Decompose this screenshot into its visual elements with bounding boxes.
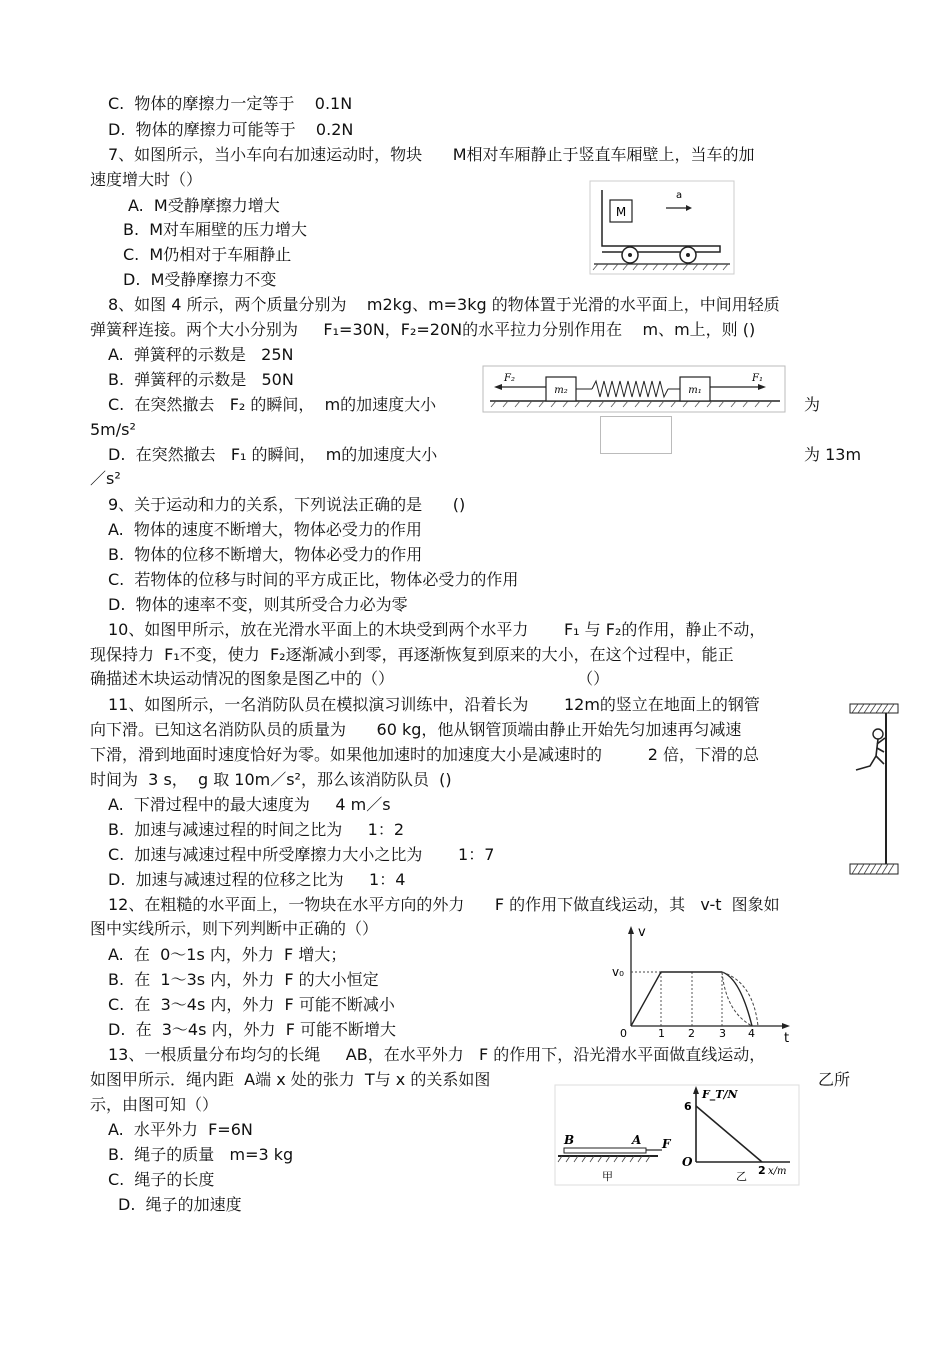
svg-text:1: 1 [658, 1027, 665, 1040]
svg-text:甲: 甲 [602, 1170, 613, 1183]
option-11d: D. 加速与减速过程的位移之比为 1：4 [108, 870, 406, 889]
vt-graph [608, 922, 798, 1044]
question-13-line1: 13、一根质量分布均匀的长绳 AB，在水平外力 F 的作用下，沿光滑水平面做直线运动， [108, 1045, 766, 1064]
svg-text:B: B [564, 1133, 575, 1147]
svg-text:0: 0 [620, 1027, 627, 1040]
question-8-line1: 8、如图 4 所示，两个质量分别为 m2kg、m=3kg 的物体置于光滑的水平面上，中间用轻质 [108, 295, 780, 314]
spring-icon [592, 381, 668, 397]
svg-text:2: 2 [758, 1164, 766, 1177]
option-7a: A. M受静摩擦力增大 [128, 196, 280, 215]
question-11-line4: 时间为 3 s， g 取 10m／s²，那么该消防队员 () [90, 770, 452, 789]
question-7-line2: 速度增大时（） [90, 170, 203, 189]
cart-figure [588, 180, 736, 275]
svg-text:F₁: F₁ [752, 373, 763, 384]
svg-text:a: a [676, 190, 683, 201]
svg-text:6: 6 [684, 1100, 692, 1113]
option-12b: B. 在 1～3s 内，外力 F 的大小恒定 [108, 970, 379, 989]
svg-text:M: M [615, 205, 627, 219]
option-13c: C. 绳子的长度 [108, 1170, 215, 1189]
option-7d: D. 物体的摩擦力可能等于 0.2N [108, 120, 354, 139]
svg-text:v₀: v₀ [612, 965, 624, 979]
question-12-line1: 12、在粗糙的水平面上，一物块在水平方向的外力 F 的作用下做直线运动，其 v-t 图象如 [108, 895, 780, 914]
option-9b: B. 物体的位移不断增大，物体必受力的作用 [108, 545, 423, 564]
option-11a: A. 下滑过程中的最大速度为 4 m／s [108, 795, 391, 814]
svg-text:F_T/N: F_T/N [702, 1088, 738, 1101]
option-7c: C. 物体的摩擦力一定等于 0.1N [108, 94, 353, 113]
pole-figure [848, 700, 900, 878]
question-12-line2: 图中实线所示，则下列判断中正确的（） [90, 919, 379, 938]
question-10-line1: 10、如图甲所示，放在光滑水平面上的木块受到两个水平力 F₁ 与 F₂的作用，静止不动， [108, 620, 766, 639]
vt-solid-line [631, 972, 722, 1026]
option-9d: D. 物体的速率不变，则其所受合力必为零 [108, 595, 408, 614]
question-11-line1: 11、如图所示，一名消防队员在模拟演习训练中，沿着长为 12m的竖立在地面上的钢管 [108, 695, 760, 714]
option-7d2: D. M受静摩擦力不变 [123, 270, 277, 289]
option-9c: C. 若物体的位移与时间的平方成正比，物体必受力的作用 [108, 570, 519, 589]
svg-text:m₂: m₂ [554, 385, 568, 396]
firefighter-icon [873, 729, 883, 739]
option-13b: B. 绳子的质量 m=3 kg [108, 1145, 294, 1164]
question-11-line3: 下滑，滑到地面时速度恰好为零。如果他加速时的加速度大小是减速时的 2 倍，下滑的总 [90, 745, 760, 764]
question-8-line2: 弹簧秤连接。两个大小分别为 F₁=30N，F₂=20N的水平拉力分别作用在 m、m上，则 () [90, 320, 756, 339]
option-13d: D. 绳子的加速度 [118, 1195, 242, 1214]
svg-text:4: 4 [748, 1027, 755, 1040]
spring-figure [482, 365, 786, 415]
option-8c-wei: 为 [804, 395, 821, 414]
svg-text:F₂: F₂ [504, 373, 515, 384]
question-13-line2-end: 乙所 [818, 1070, 851, 1089]
question-7-line1: 7、如图所示，当小车向右加速运动时，物块 M相对车厢静止于竖直车厢壁上，当车的加 [108, 145, 755, 164]
option-8d-unit: ／s² [90, 469, 121, 488]
svg-text:O: O [682, 1155, 693, 1169]
question-9: 9、关于运动和力的关系，下列说法正确的是 () [108, 495, 466, 514]
option-13a: A. 水平外力 F=6N [108, 1120, 253, 1139]
option-12d: D. 在 3～4s 内，外力 F 可能不断增大 [108, 1020, 396, 1039]
option-12a: A. 在 0～1s 内，外力 F 增大； [108, 945, 347, 964]
rope-figure [554, 1084, 800, 1188]
option-7b: B. M对车厢壁的压力增大 [123, 220, 308, 239]
option-8d-val: 为 13m [804, 445, 862, 464]
option-7c2: C. M仍相对于车厢静止 [123, 245, 292, 264]
svg-text:t: t [784, 1031, 790, 1044]
svg-text:x/m: x/m [768, 1166, 787, 1177]
svg-text:3: 3 [719, 1027, 726, 1040]
svg-text:m₁: m₁ [688, 385, 702, 396]
svg-text:v: v [638, 925, 646, 940]
option-11b: B. 加速与减速过程的时间之比为 1：2 [108, 820, 405, 839]
svg-text:F: F [662, 1137, 671, 1151]
option-8c-unit: 5m/s² [90, 420, 136, 439]
rope [564, 1148, 646, 1153]
option-11c: C. 加速与减速过程中所受摩擦力大小之比为 1：7 [108, 845, 495, 864]
option-8a: A. 弹簧秤的示数是 25N [108, 345, 294, 364]
question-13-line3: 示，由图可知（） [90, 1095, 219, 1114]
option-8b: B. 弹簧秤的示数是 50N [108, 370, 294, 389]
option-12c: C. 在 3～4s 内，外力 F 可能不断减小 [108, 995, 395, 1014]
svg-text:乙: 乙 [736, 1170, 747, 1183]
tension-line [696, 1106, 762, 1162]
blank-figure-box [600, 416, 672, 454]
question-10-line2: 现保持力 F₁不变，使力 F₂逐渐减小到零，再逐渐恢复到原来的大小，在这个过程中，能正 [90, 645, 734, 664]
option-9a: A. 物体的速度不断增大，物体必受力的作用 [108, 520, 422, 539]
question-11-line2: 向下滑。已知这名消防队员的质量为 60 kg，他从钢管顶端由静止开始先匀加速再匀减速 [90, 720, 742, 739]
option-8d: D. 在突然撤去 F₁ 的瞬间， m的加速度大小 [108, 445, 438, 464]
vt-dashed-curve [722, 972, 758, 1026]
svg-text:2: 2 [688, 1027, 695, 1040]
question-10-line3: 确描述木块运动情况的图象是图乙中的（） （） [90, 669, 610, 688]
option-8c: C. 在突然撤去 F₂ 的瞬间， m的加速度大小 [108, 395, 437, 414]
question-13-line2: 如图甲所示．绳内距 A端 x 处的张力 T与 x 的关系如图 [90, 1070, 491, 1089]
svg-text:A: A [632, 1133, 642, 1147]
